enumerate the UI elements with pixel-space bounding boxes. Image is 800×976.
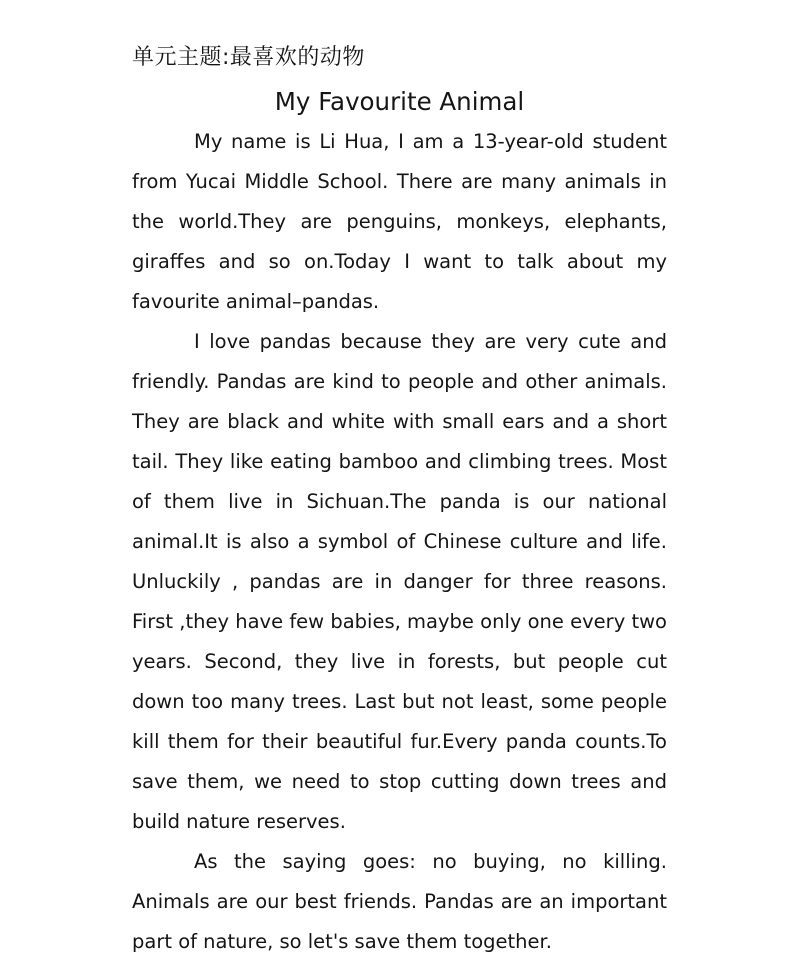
essay-title: My Favourite Animal [274, 87, 525, 116]
essay-body [132, 122, 667, 962]
unit-theme-heading: 单元主题:最喜欢的动物 [132, 45, 365, 70]
paragraph-1: My name is Li Hua, I am a 13-year-old student from Yucai Middle School. There are many animals in the world.They are penguins, monkeys, elephants, giraffes and so on.Today I want to talk about my favourite animal–pandas. [132, 130, 667, 313]
paragraph-3: As the saying goes: no buying, no killing. Animals are our best friends. Pandas are an important part of nature, so let's save them together. [132, 850, 667, 953]
document-page [132, 38, 667, 962]
paragraph-2: I love pandas because they are very cute and friendly. Pandas are kind to people and other animals. They are black and white with small ears and a short tail. They like eating bamboo and climbing trees. Most of them live in Sichuan.The panda is our national animal.It is also a symbol of Chinese culture and life. Unluckily , pandas are in danger for three reasons. First ,they have few babies, maybe only one every two years. Second, they live in forests, but people cut down too many trees. Last but not least, some people kill them for their beautiful fur.Every panda counts.To save them, we need to stop cutting down trees and build nature reserves. [132, 330, 667, 833]
